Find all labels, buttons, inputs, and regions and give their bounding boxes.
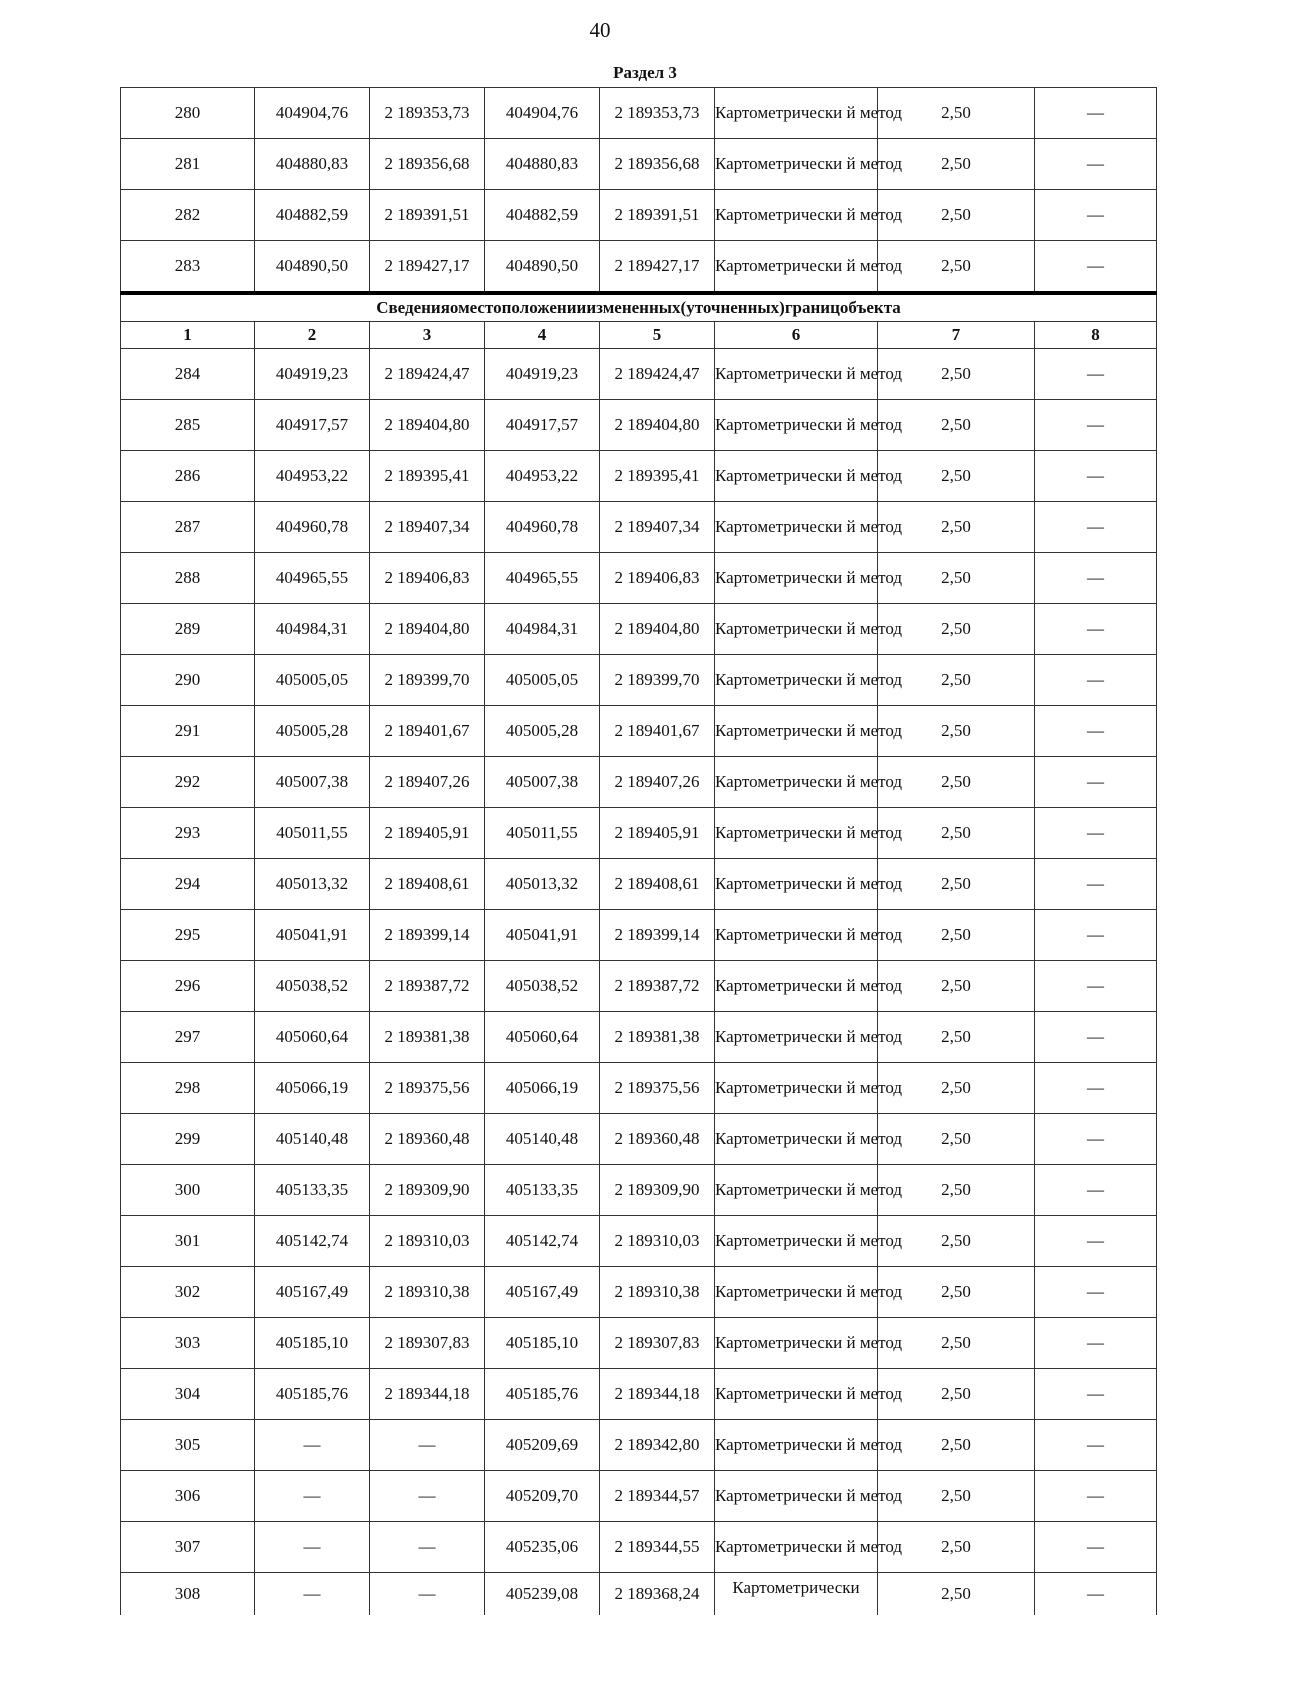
- y-existing-cell: 2 189401,67: [370, 706, 485, 757]
- table-row: [121, 241, 1157, 294]
- table-row: [121, 706, 1157, 757]
- method-cell: Картометрически й метод: [715, 553, 878, 604]
- point-number-cell: 302: [121, 1267, 255, 1318]
- method-cell: Картометрически й метод: [715, 400, 878, 451]
- note-cell: —: [1035, 961, 1157, 1012]
- table-row: [121, 349, 1157, 400]
- y-refined-cell: 2 189391,51: [600, 190, 715, 241]
- x-refined-cell: 405005,05: [485, 655, 600, 706]
- table-row: [121, 1063, 1157, 1114]
- accuracy-cell: 2,50: [878, 1165, 1035, 1216]
- method-cell: Картометрически й метод: [715, 655, 878, 706]
- table-row: [121, 1012, 1157, 1063]
- y-refined-cell: 2 189368,24: [600, 1573, 715, 1616]
- table-row: [121, 400, 1157, 451]
- accuracy-cell: 2,50: [878, 241, 1035, 294]
- x-existing-cell: 405005,28: [255, 706, 370, 757]
- point-number-cell: 284: [121, 349, 255, 400]
- y-existing-cell: 2 189387,72: [370, 961, 485, 1012]
- note-cell: —: [1035, 1012, 1157, 1063]
- table-body-after: [121, 349, 1157, 1616]
- table-row: [121, 1420, 1157, 1471]
- table-row: [121, 655, 1157, 706]
- x-refined-cell: 405005,28: [485, 706, 600, 757]
- x-existing-cell: —: [255, 1573, 370, 1616]
- table-row: [121, 604, 1157, 655]
- method-cell: Картометрически й метод: [715, 349, 878, 400]
- x-refined-cell: 405239,08: [485, 1573, 600, 1616]
- table-row: [121, 1573, 1157, 1616]
- y-existing-cell: 2 189353,73: [370, 88, 485, 139]
- method-cell: Картометрически й метод: [715, 502, 878, 553]
- table-row: [121, 1114, 1157, 1165]
- note-cell: —: [1035, 655, 1157, 706]
- table-row: [121, 88, 1157, 139]
- accuracy-cell: 2,50: [878, 1012, 1035, 1063]
- method-cell: Картометрически й метод: [715, 859, 878, 910]
- x-refined-cell: 405142,74: [485, 1216, 600, 1267]
- note-cell: —: [1035, 910, 1157, 961]
- method-cell: Картометрически й метод: [715, 1369, 878, 1420]
- page-number: 40: [589, 18, 611, 42]
- x-existing-cell: 405185,76: [255, 1369, 370, 1420]
- accuracy-cell: 2,50: [878, 1114, 1035, 1165]
- note-cell: —: [1035, 553, 1157, 604]
- section-title: Раздел 3: [613, 63, 677, 82]
- y-existing-cell: 2 189381,38: [370, 1012, 485, 1063]
- x-refined-cell: 404960,78: [485, 502, 600, 553]
- accuracy-cell: 2,50: [878, 1267, 1035, 1318]
- accuracy-cell: 2,50: [878, 1573, 1035, 1616]
- table-row: [121, 502, 1157, 553]
- note-cell: —: [1035, 706, 1157, 757]
- y-refined-cell: 2 189360,48: [600, 1114, 715, 1165]
- note-cell: —: [1035, 757, 1157, 808]
- note-cell: —: [1035, 1063, 1157, 1114]
- x-refined-cell: 405140,48: [485, 1114, 600, 1165]
- method-cell: Картометрически й метод: [715, 451, 878, 502]
- accuracy-cell: 2,50: [878, 604, 1035, 655]
- method-cell: Картометрически й метод: [715, 88, 878, 139]
- table-subheader: [121, 293, 1157, 349]
- table-body-before: [121, 88, 1157, 294]
- point-number-cell: 291: [121, 706, 255, 757]
- x-refined-cell: 404919,23: [485, 349, 600, 400]
- x-existing-cell: 404965,55: [255, 553, 370, 604]
- table-row: [121, 808, 1157, 859]
- x-existing-cell: 405167,49: [255, 1267, 370, 1318]
- y-refined-cell: 2 189310,38: [600, 1267, 715, 1318]
- y-refined-cell: 2 189356,68: [600, 139, 715, 190]
- x-refined-cell: 404880,83: [485, 139, 600, 190]
- accuracy-cell: 2,50: [878, 961, 1035, 1012]
- y-refined-cell: 2 189404,80: [600, 604, 715, 655]
- point-number-cell: 289: [121, 604, 255, 655]
- method-cell: Картометрически й метод: [715, 241, 878, 294]
- method-cell: Картометрически й метод: [715, 910, 878, 961]
- y-refined-cell: 2 189427,17: [600, 241, 715, 294]
- subsection-title: Сведенияоместоположенииизмененных(уточненных)границобъекта: [121, 293, 1157, 322]
- x-refined-cell: 405133,35: [485, 1165, 600, 1216]
- point-number-cell: 286: [121, 451, 255, 502]
- note-cell: —: [1035, 808, 1157, 859]
- x-existing-cell: —: [255, 1420, 370, 1471]
- y-refined-cell: 2 189395,41: [600, 451, 715, 502]
- point-number-cell: 296: [121, 961, 255, 1012]
- x-refined-cell: 404890,50: [485, 241, 600, 294]
- method-cell: Картометрически й метод: [715, 961, 878, 1012]
- table-row: [121, 1522, 1157, 1573]
- y-refined-cell: 2 189401,67: [600, 706, 715, 757]
- x-refined-cell: 405060,64: [485, 1012, 600, 1063]
- x-existing-cell: —: [255, 1471, 370, 1522]
- note-cell: —: [1035, 139, 1157, 190]
- table-row: [121, 1267, 1157, 1318]
- x-refined-cell: 405041,91: [485, 910, 600, 961]
- x-existing-cell: 404984,31: [255, 604, 370, 655]
- x-existing-cell: 405140,48: [255, 1114, 370, 1165]
- column-number: 3: [370, 322, 485, 349]
- x-refined-cell: 405011,55: [485, 808, 600, 859]
- x-existing-cell: 405011,55: [255, 808, 370, 859]
- point-number-cell: 306: [121, 1471, 255, 1522]
- note-cell: —: [1035, 1165, 1157, 1216]
- point-number-cell: 288: [121, 553, 255, 604]
- method-cell: Картометрически й метод: [715, 1216, 878, 1267]
- y-existing-cell: 2 189407,26: [370, 757, 485, 808]
- table-row: [121, 1318, 1157, 1369]
- column-number: 5: [600, 322, 715, 349]
- note-cell: —: [1035, 349, 1157, 400]
- table-row: [121, 1165, 1157, 1216]
- y-refined-cell: 2 189375,56: [600, 1063, 715, 1114]
- note-cell: —: [1035, 1114, 1157, 1165]
- y-existing-cell: 2 189356,68: [370, 139, 485, 190]
- y-refined-cell: 2 189342,80: [600, 1420, 715, 1471]
- y-refined-cell: 2 189344,55: [600, 1522, 715, 1573]
- method-cell: Картометрически й метод: [715, 604, 878, 655]
- y-refined-cell: 2 189309,90: [600, 1165, 715, 1216]
- y-existing-cell: —: [370, 1573, 485, 1616]
- x-refined-cell: 404917,57: [485, 400, 600, 451]
- point-number-cell: 285: [121, 400, 255, 451]
- point-number-cell: 280: [121, 88, 255, 139]
- y-existing-cell: —: [370, 1522, 485, 1573]
- method-cell: Картометрически й метод: [715, 1471, 878, 1522]
- y-existing-cell: 2 189404,80: [370, 604, 485, 655]
- note-cell: —: [1035, 190, 1157, 241]
- x-refined-cell: 404882,59: [485, 190, 600, 241]
- accuracy-cell: 2,50: [878, 655, 1035, 706]
- note-cell: —: [1035, 88, 1157, 139]
- y-existing-cell: 2 189424,47: [370, 349, 485, 400]
- point-number-cell: 297: [121, 1012, 255, 1063]
- method-cell: Картометрически й метод: [715, 139, 878, 190]
- accuracy-cell: 2,50: [878, 910, 1035, 961]
- table-row: [121, 1471, 1157, 1522]
- method-cell: Картометрически й метод: [715, 1318, 878, 1369]
- method-cell: Картометрически й метод: [715, 1012, 878, 1063]
- column-number: 2: [255, 322, 370, 349]
- accuracy-cell: 2,50: [878, 808, 1035, 859]
- note-cell: —: [1035, 400, 1157, 451]
- y-existing-cell: 2 189404,80: [370, 400, 485, 451]
- note-cell: —: [1035, 241, 1157, 294]
- table-row: [121, 1369, 1157, 1420]
- table-row: [121, 451, 1157, 502]
- note-cell: —: [1035, 1318, 1157, 1369]
- point-number-cell: 305: [121, 1420, 255, 1471]
- y-refined-cell: 2 189307,83: [600, 1318, 715, 1369]
- note-cell: —: [1035, 1216, 1157, 1267]
- point-number-cell: 283: [121, 241, 255, 294]
- y-refined-cell: 2 189344,57: [600, 1471, 715, 1522]
- note-cell: —: [1035, 1420, 1157, 1471]
- x-existing-cell: 405185,10: [255, 1318, 370, 1369]
- x-existing-cell: 404960,78: [255, 502, 370, 553]
- point-number-cell: 304: [121, 1369, 255, 1420]
- y-existing-cell: 2 189360,48: [370, 1114, 485, 1165]
- column-number: 1: [121, 322, 255, 349]
- y-existing-cell: 2 189427,17: [370, 241, 485, 294]
- accuracy-cell: 2,50: [878, 88, 1035, 139]
- point-number-cell: 298: [121, 1063, 255, 1114]
- x-refined-cell: 405066,19: [485, 1063, 600, 1114]
- point-number-cell: 292: [121, 757, 255, 808]
- y-existing-cell: —: [370, 1471, 485, 1522]
- x-existing-cell: 404880,83: [255, 139, 370, 190]
- method-cell: Картометрически й метод: [715, 706, 878, 757]
- x-existing-cell: 404904,76: [255, 88, 370, 139]
- x-refined-cell: 404984,31: [485, 604, 600, 655]
- accuracy-cell: 2,50: [878, 1063, 1035, 1114]
- column-numbers-row: [121, 322, 1157, 349]
- accuracy-cell: 2,50: [878, 706, 1035, 757]
- x-existing-cell: 405005,05: [255, 655, 370, 706]
- x-existing-cell: 405013,32: [255, 859, 370, 910]
- point-number-cell: 287: [121, 502, 255, 553]
- method-cell: Картометрически: [715, 1573, 878, 1616]
- accuracy-cell: 2,50: [878, 757, 1035, 808]
- accuracy-cell: 2,50: [878, 139, 1035, 190]
- point-number-cell: 290: [121, 655, 255, 706]
- y-refined-cell: 2 189424,47: [600, 349, 715, 400]
- subsection-header-row: [121, 293, 1157, 322]
- accuracy-cell: 2,50: [878, 451, 1035, 502]
- table-row: [121, 961, 1157, 1012]
- y-existing-cell: 2 189407,34: [370, 502, 485, 553]
- y-existing-cell: 2 189310,03: [370, 1216, 485, 1267]
- note-cell: —: [1035, 502, 1157, 553]
- point-number-cell: 301: [121, 1216, 255, 1267]
- accuracy-cell: 2,50: [878, 1420, 1035, 1471]
- accuracy-cell: 2,50: [878, 859, 1035, 910]
- x-refined-cell: 405007,38: [485, 757, 600, 808]
- method-cell: Картометрически й метод: [715, 1114, 878, 1165]
- x-existing-cell: 405060,64: [255, 1012, 370, 1063]
- y-refined-cell: 2 189404,80: [600, 400, 715, 451]
- point-number-cell: 293: [121, 808, 255, 859]
- column-number: 6: [715, 322, 878, 349]
- accuracy-cell: 2,50: [878, 190, 1035, 241]
- x-refined-cell: 404904,76: [485, 88, 600, 139]
- accuracy-cell: 2,50: [878, 553, 1035, 604]
- x-existing-cell: 405007,38: [255, 757, 370, 808]
- x-existing-cell: 405142,74: [255, 1216, 370, 1267]
- x-existing-cell: —: [255, 1522, 370, 1573]
- method-cell: Картометрически й метод: [715, 808, 878, 859]
- x-refined-cell: 405013,32: [485, 859, 600, 910]
- accuracy-cell: 2,50: [878, 502, 1035, 553]
- note-cell: —: [1035, 1471, 1157, 1522]
- y-existing-cell: 2 189405,91: [370, 808, 485, 859]
- table-row: [121, 1216, 1157, 1267]
- x-refined-cell: 405209,70: [485, 1471, 600, 1522]
- accuracy-cell: 2,50: [878, 1471, 1035, 1522]
- method-cell: Картометрически й метод: [715, 1420, 878, 1471]
- y-existing-cell: —: [370, 1420, 485, 1471]
- column-number: 8: [1035, 322, 1157, 349]
- point-number-cell: 307: [121, 1522, 255, 1573]
- table-row: [121, 139, 1157, 190]
- x-existing-cell: 405041,91: [255, 910, 370, 961]
- y-refined-cell: 2 189353,73: [600, 88, 715, 139]
- x-refined-cell: 404953,22: [485, 451, 600, 502]
- x-refined-cell: 405185,76: [485, 1369, 600, 1420]
- y-existing-cell: 2 189406,83: [370, 553, 485, 604]
- x-existing-cell: 405066,19: [255, 1063, 370, 1114]
- column-number: 4: [485, 322, 600, 349]
- x-existing-cell: 404919,23: [255, 349, 370, 400]
- note-cell: —: [1035, 451, 1157, 502]
- x-refined-cell: 405167,49: [485, 1267, 600, 1318]
- table-row: [121, 910, 1157, 961]
- method-cell: Картометрически й метод: [715, 1165, 878, 1216]
- column-number: 7: [878, 322, 1035, 349]
- y-refined-cell: 2 189407,34: [600, 502, 715, 553]
- y-existing-cell: 2 189395,41: [370, 451, 485, 502]
- y-refined-cell: 2 189381,38: [600, 1012, 715, 1063]
- note-cell: —: [1035, 859, 1157, 910]
- x-refined-cell: 404965,55: [485, 553, 600, 604]
- y-existing-cell: 2 189309,90: [370, 1165, 485, 1216]
- y-existing-cell: 2 189399,14: [370, 910, 485, 961]
- accuracy-cell: 2,50: [878, 1522, 1035, 1573]
- y-existing-cell: 2 189399,70: [370, 655, 485, 706]
- x-existing-cell: 405133,35: [255, 1165, 370, 1216]
- y-refined-cell: 2 189407,26: [600, 757, 715, 808]
- note-cell: —: [1035, 1369, 1157, 1420]
- x-existing-cell: 404882,59: [255, 190, 370, 241]
- accuracy-cell: 2,50: [878, 1369, 1035, 1420]
- method-cell: Картометрически й метод: [715, 757, 878, 808]
- table-row: [121, 190, 1157, 241]
- note-cell: —: [1035, 1522, 1157, 1573]
- x-existing-cell: 405038,52: [255, 961, 370, 1012]
- point-number-cell: 308: [121, 1573, 255, 1616]
- point-number-cell: 281: [121, 139, 255, 190]
- x-refined-cell: 405235,06: [485, 1522, 600, 1573]
- method-cell: Картометрически й метод: [715, 190, 878, 241]
- y-existing-cell: 2 189307,83: [370, 1318, 485, 1369]
- note-cell: —: [1035, 1573, 1157, 1616]
- table-row: [121, 859, 1157, 910]
- x-existing-cell: 404917,57: [255, 400, 370, 451]
- point-number-cell: 295: [121, 910, 255, 961]
- y-refined-cell: 2 189310,03: [600, 1216, 715, 1267]
- y-refined-cell: 2 189387,72: [600, 961, 715, 1012]
- y-refined-cell: 2 189408,61: [600, 859, 715, 910]
- accuracy-cell: 2,50: [878, 1318, 1035, 1369]
- y-existing-cell: 2 189391,51: [370, 190, 485, 241]
- accuracy-cell: 2,50: [878, 349, 1035, 400]
- y-existing-cell: 2 189344,18: [370, 1369, 485, 1420]
- table-row: [121, 757, 1157, 808]
- note-cell: —: [1035, 1267, 1157, 1318]
- y-existing-cell: 2 189408,61: [370, 859, 485, 910]
- x-refined-cell: 405209,69: [485, 1420, 600, 1471]
- point-number-cell: 294: [121, 859, 255, 910]
- table-row: [121, 553, 1157, 604]
- point-number-cell: 303: [121, 1318, 255, 1369]
- point-number-cell: 282: [121, 190, 255, 241]
- boundary-points-table: [120, 87, 1157, 1615]
- y-refined-cell: 2 189399,70: [600, 655, 715, 706]
- y-refined-cell: 2 189344,18: [600, 1369, 715, 1420]
- method-cell: Картометрически й метод: [715, 1522, 878, 1573]
- x-refined-cell: 405038,52: [485, 961, 600, 1012]
- accuracy-cell: 2,50: [878, 400, 1035, 451]
- y-existing-cell: 2 189310,38: [370, 1267, 485, 1318]
- note-cell: —: [1035, 604, 1157, 655]
- method-cell: Картометрически й метод: [715, 1267, 878, 1318]
- x-refined-cell: 405185,10: [485, 1318, 600, 1369]
- point-number-cell: 299: [121, 1114, 255, 1165]
- y-refined-cell: 2 189406,83: [600, 553, 715, 604]
- y-refined-cell: 2 189405,91: [600, 808, 715, 859]
- y-existing-cell: 2 189375,56: [370, 1063, 485, 1114]
- point-number-cell: 300: [121, 1165, 255, 1216]
- x-existing-cell: 404890,50: [255, 241, 370, 294]
- method-cell: Картометрически й метод: [715, 1063, 878, 1114]
- x-existing-cell: 404953,22: [255, 451, 370, 502]
- y-refined-cell: 2 189399,14: [600, 910, 715, 961]
- accuracy-cell: 2,50: [878, 1216, 1035, 1267]
